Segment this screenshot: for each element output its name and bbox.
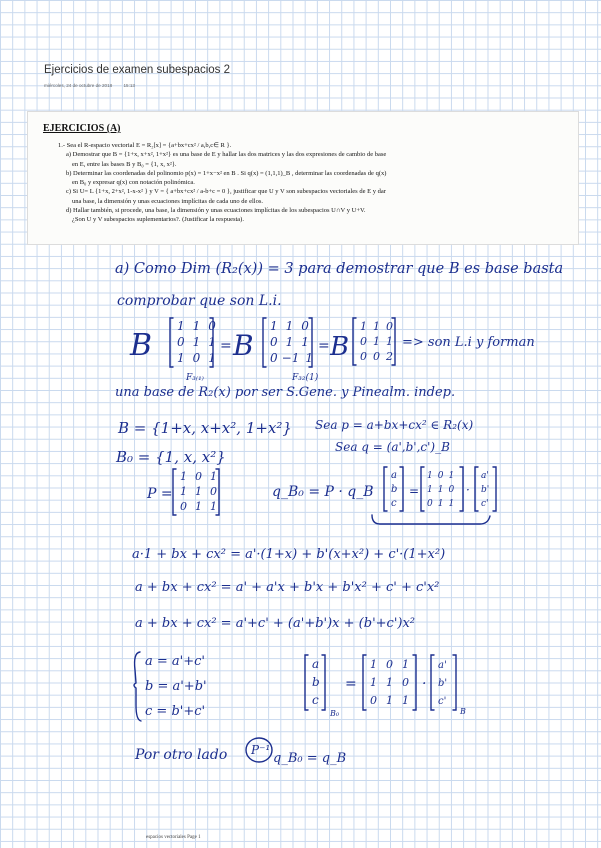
page-footer: espacios vectoriales Page 1 <box>146 835 201 840</box>
note-date: miércoles, 24 de octubre de 2018 <box>44 83 113 88</box>
hw-sys-1: a = a'+c' <box>145 654 205 669</box>
problem-line: en E, entre las bases B y B₀ = {1, x, x²}. <box>72 160 177 168</box>
hw-m1-r1: 1 1 0 <box>177 319 216 333</box>
hw-qeq: q_B₀ = P · q_B <box>272 484 374 500</box>
hw-last-eq: q_B₀ = q_B <box>273 751 347 766</box>
hw-sea-p: Sea p = a+bx+cx² ∈ R₂(x) <box>315 418 474 432</box>
hw-det-b: B <box>130 328 153 363</box>
hw-basis-b: B = {1+x, x+x², 1+x²} <box>118 419 292 437</box>
hw-eq: = <box>220 338 232 354</box>
hw-m2-r1: 1 1 0 <box>270 319 309 333</box>
problem-line: ¿Son U y V subespacios suplementarios?. (Justificar la respuesta). <box>72 216 244 224</box>
hw-cv2-b: b' <box>481 485 490 495</box>
hw-sys-3: c = b'+c' <box>145 704 206 719</box>
hw-cv2-c: c' <box>481 499 489 509</box>
note-time: 15:13 <box>123 83 135 88</box>
problem-line: c) Si U= L {1+x, 2+x², 1-x-x² } y V = { a+bx+cx² / a-b+c = 0 }, justificar que U y V son subespacios vectoriales de E y dar <box>66 188 386 196</box>
hw-mp2-r1: 1 0 1 <box>427 471 455 481</box>
hw-cv1-c: c <box>391 498 397 509</box>
hw-f31: F₃₍₁₎ <box>186 373 204 383</box>
hw-sea-q: Sea q = (a',b',c')_B <box>335 440 450 454</box>
hw-cv2-a: a' <box>481 471 489 481</box>
hw-eq: = <box>318 338 330 354</box>
hw-f32: F₃₂(1) <box>292 373 319 383</box>
hw-eq: = <box>345 676 357 692</box>
problem-line: b) Determinar las coordenadas del polinomio p(x) = 1+x−x² en B . Si q(x) = (1,1,1)_B , determinar las coordenadas de q(x) <box>66 169 387 177</box>
hw-basis-b0: B₀ = {1, x, x²} <box>116 448 226 466</box>
hw-cv4-a: a' <box>438 660 447 671</box>
hw-sys-2: b = a'+b' <box>145 679 207 694</box>
hw-m3-r2: 0 1 1 <box>360 335 393 348</box>
hw-conclusion: => son L.i y forman <box>402 335 535 350</box>
hw-eq: = <box>409 484 420 498</box>
hw-sub-b: B <box>460 707 466 716</box>
hw-m2-r3: 0 −1 1 <box>270 351 313 365</box>
hw-p-eq: P = <box>147 486 173 502</box>
hw-dot: · <box>422 676 427 692</box>
hw-m1-r2: 0 1 1 <box>177 335 216 349</box>
hw-cv3-c: c <box>312 693 319 707</box>
hw-mp3-r2: 1 1 0 <box>370 676 409 689</box>
hw-eq-2: a + bx + cx² = a' + a'x + b'x + b'x² + c' + c'x² <box>135 580 440 595</box>
note-title: Ejercicios de examen subespacios 2 <box>44 64 231 76</box>
problem-line: en B₀ y expresar q(x) con notación polinómica. <box>72 179 195 187</box>
problem-heading: EJERCICIOS (A) <box>43 123 121 134</box>
hw-mp2-r2: 1 1 0 <box>427 485 455 495</box>
hw-otro-lado: Por otro lado <box>135 747 228 763</box>
hw-line-2: comprobar que son L.i. <box>117 293 282 309</box>
problem-line: una base, la dimensión y unas ecuaciones implícitas de cada uno de ellos. <box>72 197 263 205</box>
hw-m3-r1: 1 1 0 <box>360 320 393 333</box>
hw-mp2-r3: 0 1 1 <box>427 499 455 509</box>
hw-m2-r2: 0 1 1 <box>270 335 309 349</box>
hw-mp-r3: 0 1 1 <box>180 500 217 513</box>
hw-line-1: a) Como Dim (R₂(x)) = 3 para demostrar que B es base basta <box>115 261 564 277</box>
hw-mp-r1: 1 0 1 <box>180 470 217 483</box>
hw-line-3: una base de R₂(x) por ser S.Gene. y Pinealm. indep. <box>115 385 456 400</box>
hw-cv1-b: b <box>391 484 398 495</box>
hw-eq-3: a + bx + cx² = a'+c' + (a'+b')x + (b'+c')x² <box>135 616 416 631</box>
hw-p-inverse: P⁻¹ <box>251 743 271 757</box>
hw-det-b: B <box>233 329 254 362</box>
hw-mp-r2: 1 1 0 <box>180 485 217 498</box>
hw-cv3-a: a <box>312 657 320 671</box>
problem-line: a) Demostrar que B = {1+x, x+x², 1+x²} es una base de E y hallar las dos matrices y las dos expresiones de cambio de base <box>66 151 387 159</box>
hw-sub-b0: B₀ <box>330 709 340 718</box>
hw-eq-1: a·1 + bx + cx² = a'·(1+x) + b'(x+x²) + c'·(1+x²) <box>132 547 446 562</box>
hw-m3-r3: 0 0 2 <box>360 350 393 363</box>
hw-mp3-r3: 0 1 1 <box>370 694 409 707</box>
hw-cv3-b: b <box>312 675 320 689</box>
hw-mp3-r1: 1 0 1 <box>370 658 409 671</box>
hw-dot: · <box>466 483 470 497</box>
hw-cv4-c: c' <box>438 696 447 707</box>
hw-det-b: B <box>330 332 350 362</box>
problem-line: 1.- Sea el R-espacio vectorial E = R₂[x] = {a+bx+cx² / a,b,c∈ R }. <box>58 142 232 149</box>
hw-m1-r3: 1 0 1 <box>177 351 216 365</box>
problem-line: d) Hallar también, si procede, una base, la dimensión y unas ecuaciones implícitas de los subespacios U∩V y U+V. <box>66 207 366 215</box>
hw-cv1-a: a <box>391 470 397 481</box>
hw-cv4-b: b' <box>438 678 448 689</box>
